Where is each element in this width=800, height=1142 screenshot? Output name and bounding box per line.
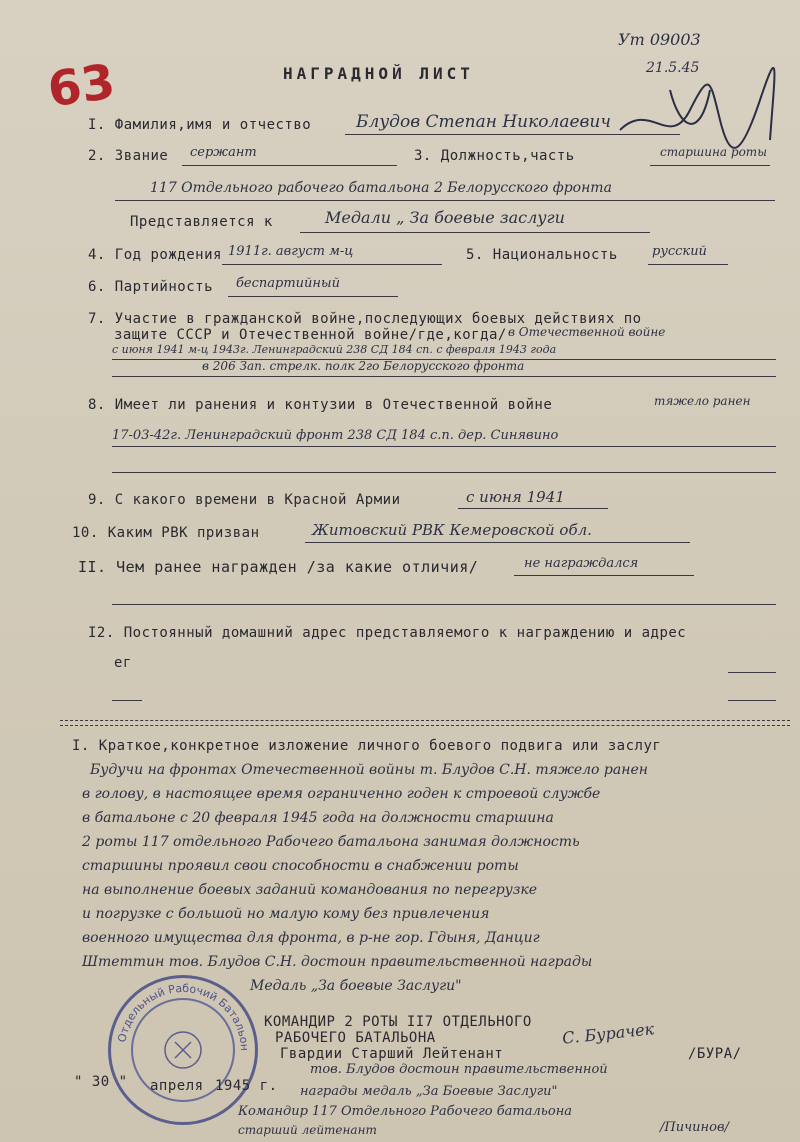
field-birth-value: 1911г. август м-ц (228, 244, 354, 259)
deed-line-1: Будучи на фронтах Отечественной войны т. Блудов С.Н. тяжело ранен (90, 762, 648, 778)
resolution-line-4: старший лейтенант (238, 1123, 377, 1137)
field-participation-label-2: защите СССР и Отечественной войне/где,когда/ (114, 327, 507, 343)
signature-title-1: КОМАНДИР 2 РОТЫ II7 ОТДЕЛЬНОГО (264, 1014, 532, 1030)
field-address-underline-3 (728, 700, 776, 701)
svg-text:Отдельный Рабочий Батальон: Отдельный Рабочий Батальон (115, 981, 252, 1052)
field-awards-underline-2 (112, 604, 776, 605)
field-name-label: I. Фамилия,имя и отчество (88, 117, 312, 133)
field-nationality-underline (648, 264, 728, 265)
field-address-label-1: I2. Постоянный домашний адрес представляемого к награждению и адрес (88, 625, 687, 641)
field-nationality-value: русский (652, 244, 707, 259)
deed-line-10: Медаль „За боевые Заслуги" (250, 978, 462, 994)
field-party-underline (228, 296, 398, 297)
field-army-since-underline (458, 508, 608, 509)
date-month: апреля (150, 1078, 204, 1094)
field-position-value: старшина роты (660, 145, 767, 159)
deed-line-9: Штеттин тов. Блудов С.Н. достоин правительственной награды (82, 954, 593, 970)
separator-dashed-2 (60, 725, 790, 726)
field-position-underline (650, 165, 770, 166)
registration-date: 21.5.45 (646, 60, 700, 76)
field-name-value: Блудов Степан Николаевич (356, 112, 611, 132)
signature-title-3: Гвардии Старший Лейтенант (280, 1046, 504, 1062)
round-seal-stamp (108, 975, 258, 1125)
field-participation-underline-2 (112, 376, 776, 377)
presented-underline (300, 232, 650, 233)
resolution-line-5: /Пичинов/ (660, 1120, 729, 1135)
field-wounds-underline-1 (112, 446, 776, 447)
field-party-value: беспартийный (236, 276, 340, 291)
date-year: 1945 г. (215, 1078, 278, 1094)
field-army-since-label: 9. С какого времени в Красной Армии (88, 492, 401, 508)
deed-line-2: в голову, в настоящее время ограниченно годен к строевой службе (82, 786, 601, 802)
presented-value: Медали „ За боевые заслуги (325, 208, 565, 227)
field-rvk-underline (305, 542, 690, 543)
deed-line-3: в батальоне с 20 февраля 1945 года на должности старшина (82, 810, 554, 826)
field-participation-label-1: 7. Участие в гражданской войне,последующих боевых действиях по (88, 311, 642, 327)
registration-number: Ут 09003 (618, 30, 701, 49)
field-awards-underline (514, 575, 694, 576)
field-address-underline-2 (112, 700, 142, 701)
field-address-underline-1 (728, 672, 776, 673)
field-wounds-underline-2 (112, 472, 776, 473)
field-participation-value-3: в 206 Зап. стрелк. полк 2го Белорусского фронта (202, 359, 525, 373)
presented-label: Представляется к (130, 214, 273, 230)
field-rank-label: 2. Звание (88, 148, 169, 164)
signature-name: /БУРА/ (688, 1046, 742, 1062)
field-name-underline (345, 134, 680, 135)
resolution-line-3: Командир 117 Отдельного Рабочего батальона (238, 1104, 573, 1119)
field-rvk-label: 10. Каким РВК призван (72, 525, 260, 541)
unit-value: 117 Отдельного рабочего батальона 2 Белорусского фронта (150, 180, 612, 196)
document-title: НАГРАДНОЙ ЛИСТ (283, 64, 474, 83)
unit-underline (115, 200, 775, 201)
resolution-line-2: награды медаль „За Боевые Заслуги" (300, 1084, 558, 1099)
signature-title-2: РАБОЧЕГО БАТАЛЬОНА (275, 1030, 436, 1046)
separator-dashed-1 (60, 720, 790, 721)
field-party-label: 6. Партийность (88, 279, 214, 295)
deed-line-4: 2 роты 117 отдельного Рабочего батальона занимая должность (82, 834, 580, 850)
field-awards-label: II. Чем ранее награжден /за какие отличия/ (78, 558, 479, 576)
field-rvk-value: Житовский РВК Кемеровской обл. (312, 521, 592, 539)
field-awards-value: не награждался (524, 556, 639, 571)
field-nationality-label: 5. Национальность (466, 247, 618, 263)
field-participation-value-2: с июня 1941 м-ц 1943г. Ленинградский 238 СД 184 сп. с февраля 1943 года (112, 343, 557, 356)
field-army-since-value: с июня 1941 (466, 488, 565, 506)
field-wounds-value-2: 17-03-42г. Ленинградский фронт 238 СД 184 с.п. дер. Синявино (112, 428, 559, 443)
field-rank-value: сержант (190, 145, 257, 160)
field-address-label-2: ег (114, 655, 132, 671)
deed-line-7: и погрузке с большой но малую кому без привлечения (82, 906, 490, 922)
field-participation-value-1: в Отечественной войне (508, 325, 666, 339)
date-day: " 30 " (74, 1074, 128, 1090)
field-wounds-value-1: тяжело ранен (654, 394, 751, 408)
deed-line-6: на выполнение боевых заданий командования по перегрузке (82, 882, 538, 898)
field-rank-underline (182, 165, 397, 166)
field-wounds-label: 8. Имеет ли ранения и контузии в Отечественной войне (88, 397, 553, 413)
resolution-line-1: тов. Блудов достоин правительственной (310, 1062, 608, 1077)
field-birth-label: 4. Год рождения (88, 247, 222, 263)
deed-label: I. Краткое,конкретное изложение личного боевого подвига или заслуг (72, 738, 662, 754)
deed-line-5: старшины проявил свои способности в снабжении роты (82, 858, 519, 874)
field-position-label: 3. Должность,часть (414, 148, 575, 164)
field-birth-underline (222, 264, 442, 265)
corner-number: 63 (44, 53, 119, 119)
commander-signature: С. Бурачек (561, 1019, 655, 1048)
round-seal-text (111, 978, 255, 1122)
deed-line-8: военного имущества для фронта, в р-не гор. Гдыня, Данциг (82, 930, 540, 946)
